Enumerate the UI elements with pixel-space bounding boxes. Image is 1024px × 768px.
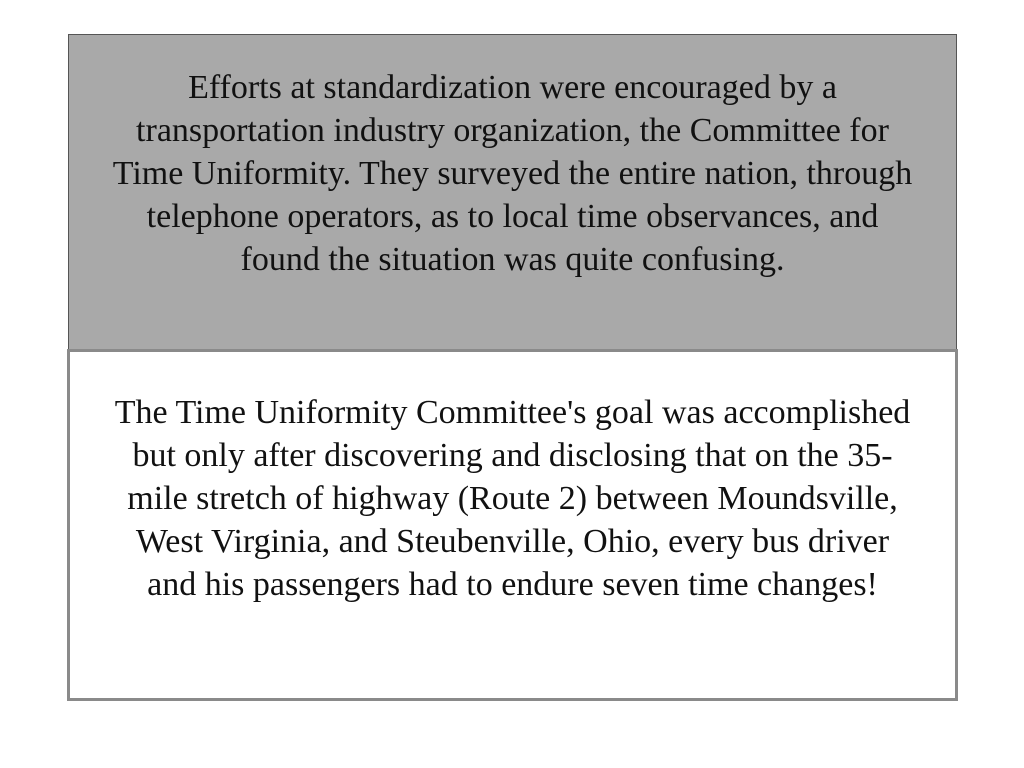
standardization-text-box <box>68 34 957 351</box>
committee-goal-text-box <box>67 349 958 701</box>
committee-goal-paragraph: The Time Uniformity Committee's goal was accomplished but only after discovering and disclosing that on the 35-mile stretch of highway (Route 2) between Moundsville, West Virginia, and Steubenville, Ohio, every bus driver and his passengers had to endure seven time changes! <box>114 394 911 603</box>
standardization-paragraph: Efforts at standardization were encouraged by a transportation industry organization, the Committee for Time Uniformity. They surveyed the entire nation, through telephone operators, as to local time observances, and found the situation was quite confusing. <box>112 69 913 278</box>
